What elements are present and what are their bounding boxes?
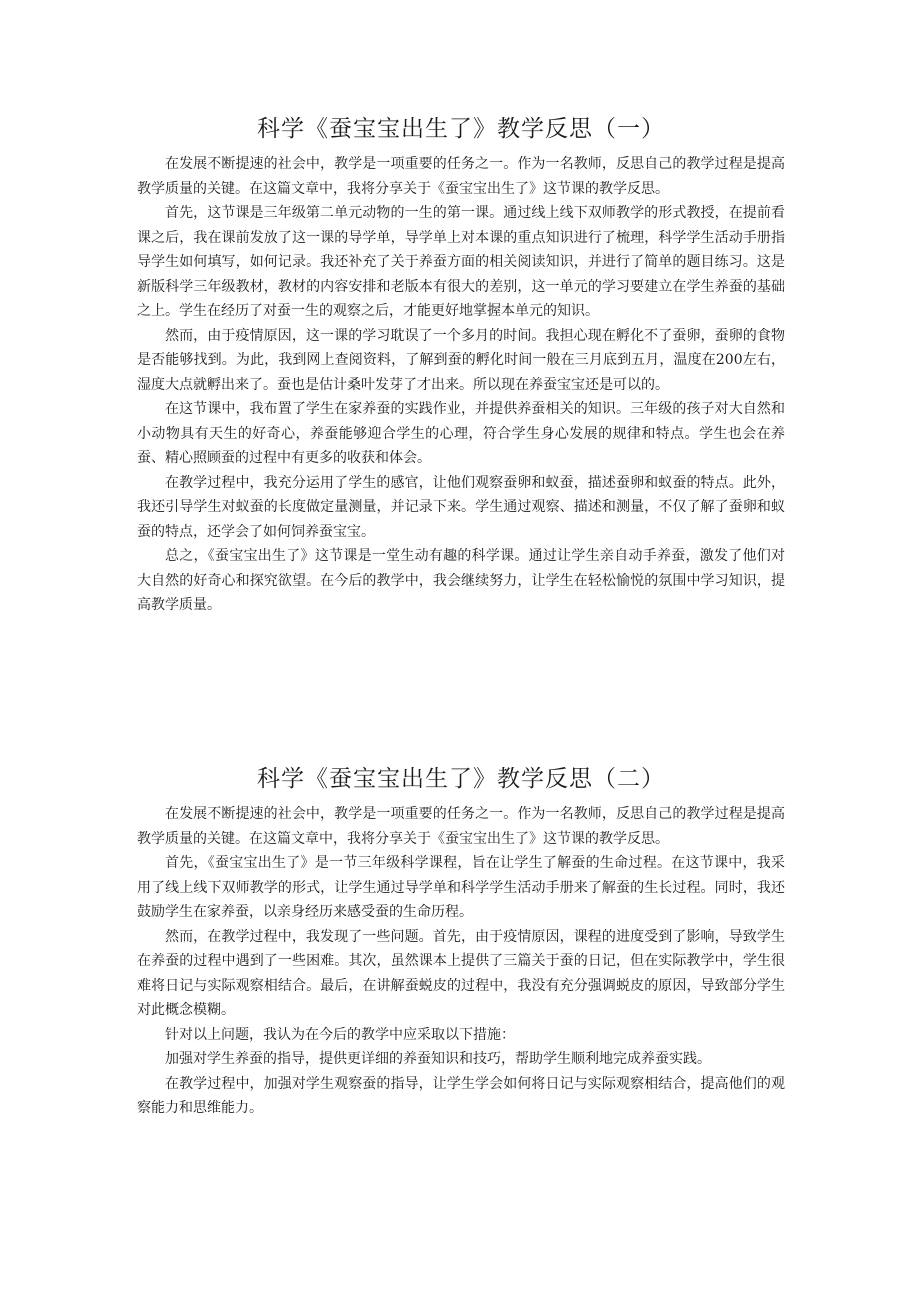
reflection-section-two	[137, 762, 785, 1121]
paragraph: 加强对学生养蚕的指导，提供更详细的养蚕知识和技巧，帮助学生顺利地完成养蚕实践。	[165, 1051, 711, 1067]
reflection-section-one	[137, 112, 785, 618]
paragraph: 然而，在教学过程中，我发现了一些问题。首先，由于疫情原因，课程的进度受到了影响，导致学生在养蚕的过程中遇到了一些困难。其次，虽然课本上提供了三篇关于蚕的日记，但在实际教学中，学生很难将日记与实际观察相结合。最后，在讲解蚕蜕皮的过程中，我没有充分强调蜕皮的原因，导致部分学生对此概念模糊。	[137, 928, 785, 1018]
paragraph: 在这节课中，我布置了学生在家养蚕的实践作业，并提供养蚕相关的知识。三年级的孩子对大自然和小动物具有天生的好奇心，养蚕能够迎合学生的心理，符合学生身心发展的规律和特点。学生也会在养蚕、精心照顾蚕的过程中有更多的收获和体会。	[137, 401, 785, 466]
paragraph: 然而，由于疫情原因，这一课的学习耽误了一个多月的时间。我担心现在孵化不了蚕卵，蚕卵的食物是否能够找到。为此，我到网上查阅资料，了解到蚕的孵化时间一般在三月底到五月，温度在200左右，湿度大点就孵出来了。蚕也是估计桑叶发芽了才出来。所以现在养蚕宝宝还是可以的。	[137, 327, 785, 393]
paragraph: 在教学过程中，我充分运用了学生的感官，让他们观察蚕卵和蚁蚕，描述蚕卵和蚁蚕的特点。此外，我还引导学生对蚁蚕的长度做定量测量，并记录下来。学生通过观察、描述和测量，不仅了解了蚕卵和蚁蚕的特点，还学会了如何饲养蚕宝宝。	[137, 474, 785, 540]
paragraph: 在教学过程中，加强对学生观察蚕的指导，让学生学会如何将日记与实际观察相结合，提高他们的观察能力和思维能力。	[137, 1075, 785, 1116]
paragraph: 首先，《蚕宝宝出生了》是一节三年级科学课程，旨在让学生了解蚕的生命过程。在这节课中，我采用了线上线下双师教学的形式，让学生通过导学单和科学学生活动手册来了解蚕的生长过程。同时，我还鼓励学生在家养蚕，以亲身经历来感受蚕的生命历程。	[137, 855, 785, 920]
paragraph: 首先，这节课是三年级第二单元动物的一生的第一课。通过线上线下双师教学的形式教授，在提前看课之后，我在课前发放了这一课的导学单，导学单上对本课的重点知识进行了梳理，科学学生活动手册指导学生如何填写，如何记录。我还补充了关于养蚕方面的相关阅读知识，并进行了简单的题目练习。这是新版科学三年级教材，教材的内容安排和老版本有很大的差别，这一单元的学习要建立在学生养蚕的基础之上。学生在经历了对蚕一生的观察之后，才能更好地掌握本单元的知识。	[137, 205, 785, 319]
paragraph: 针对以上问题，我认为在今后的教学中应采取以下措施：	[165, 1026, 515, 1043]
paragraph: 总之，《蚕宝宝出生了》这节课是一堂生动有趣的科学课。通过让学生亲自动手养蚕，激发了他们对大自然的好奇心和探究欲望。在今后的教学中，我会继续努力，让学生在轻松愉悦的氛围中学习知识，提高教学质量。	[137, 548, 785, 613]
section-title: 科学《蚕宝宝出生了》教学反思（二）	[257, 766, 665, 792]
paragraph: 在发展不断提速的社会中，教学是一项重要的任务之一。作为一名教师，反思自己的教学过程是提高教学质量的关键。在这篇文章中，我将分享关于《蚕宝宝出生了》这节课的教学反思。	[137, 806, 785, 847]
paragraph: 在发展不断提速的社会中，教学是一项重要的任务之一。作为一名教师，反思自己的教学过程是提高教学质量的关键。在这篇文章中，我将分享关于《蚕宝宝出生了》这节课的教学反思。	[137, 156, 785, 197]
section-title: 科学《蚕宝宝出生了》教学反思（一）	[257, 116, 665, 142]
